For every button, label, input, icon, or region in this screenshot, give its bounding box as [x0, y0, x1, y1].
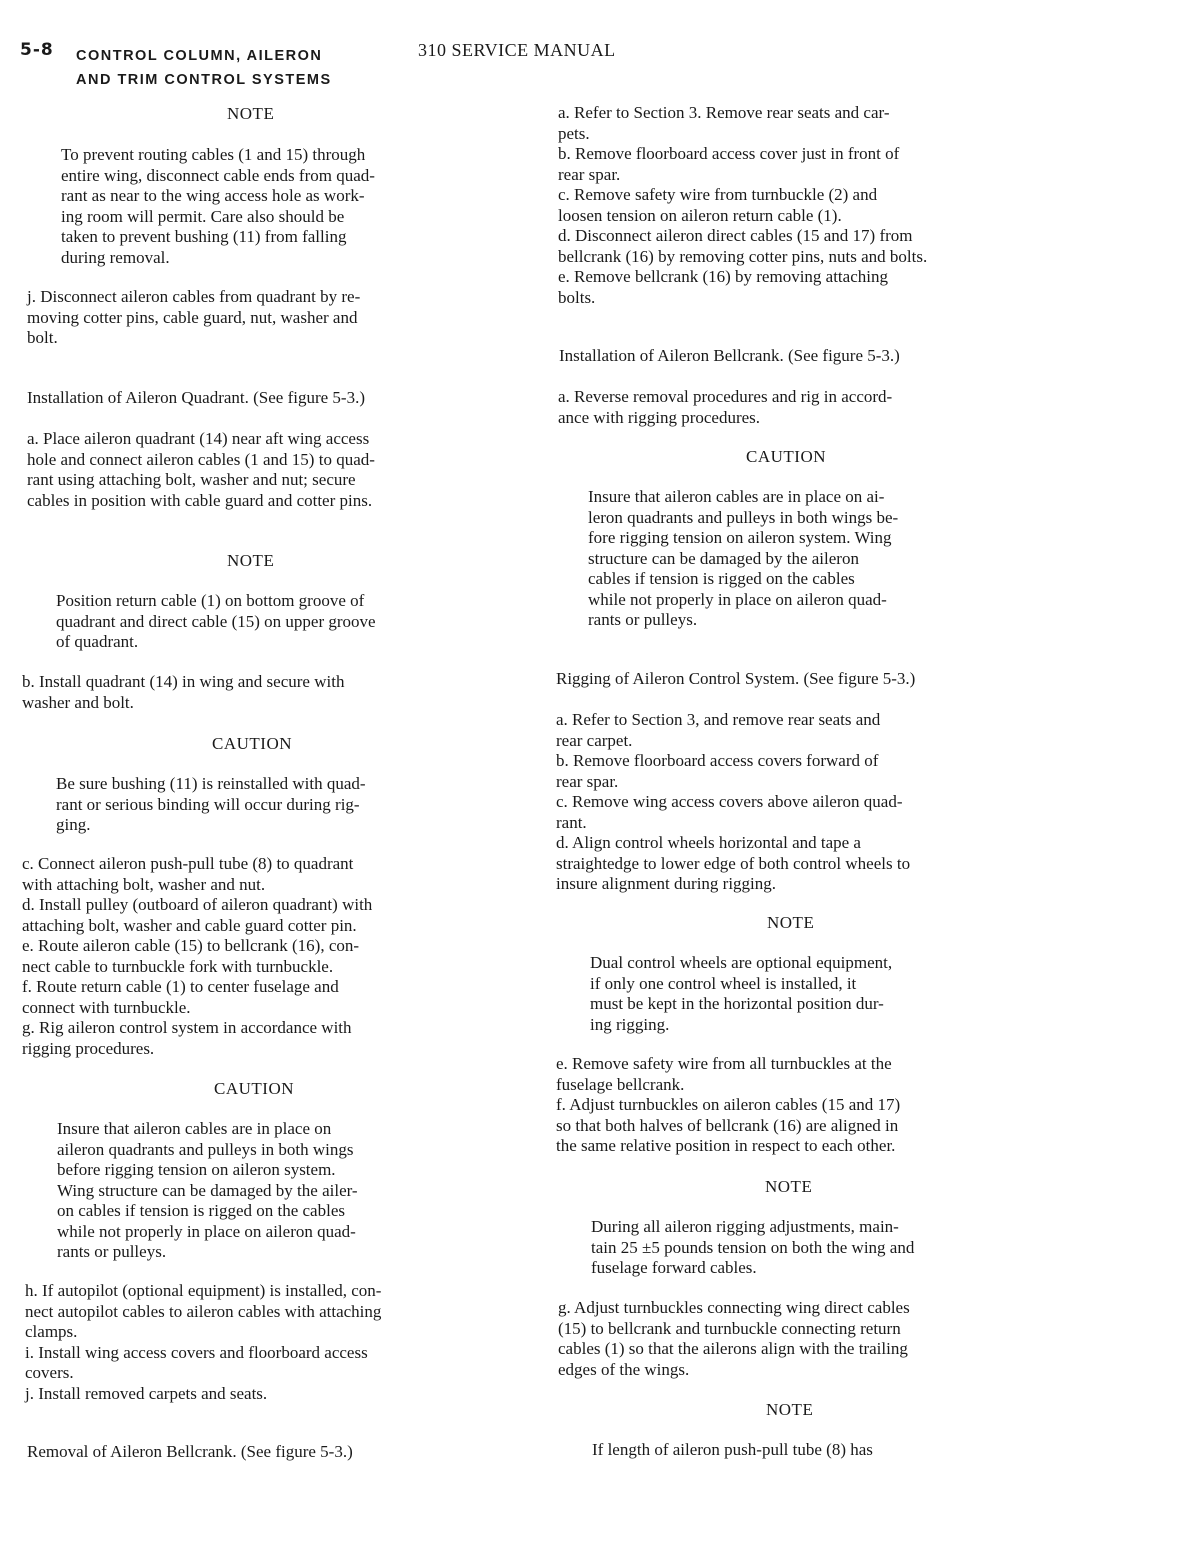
- text-line: fuselage bellcrank.: [556, 1074, 685, 1094]
- text-line: straightedge to lower edge of both control wheels to: [556, 853, 911, 873]
- text-line: rigging procedures.: [22, 1038, 155, 1058]
- procedure-step: [27, 429, 375, 511]
- text-line: ing rigging.: [590, 1014, 670, 1034]
- section-heading: Rigging of Aileron Control System. (See figure 5-3.): [556, 669, 916, 688]
- text-line: so that both halves of bellcrank (16) are aligned in: [556, 1115, 899, 1135]
- text-line: structure can be damaged by the aileron: [588, 548, 859, 568]
- text-line: j. Install removed carpets and seats.: [25, 1383, 268, 1403]
- text-line: connect with turnbuckle.: [22, 997, 191, 1017]
- text-line: entire wing, disconnect cable ends from quad-: [61, 165, 375, 185]
- manual-title: 310 SERVICE MANUAL: [418, 40, 616, 60]
- text-line: bolt.: [27, 328, 58, 347]
- text-line: h. If autopilot (optional equipment) is installed, con-: [25, 1281, 382, 1300]
- text-line: while not properly in place on aileron quad-: [57, 1221, 356, 1241]
- text-line: If length of aileron push-pull tube (8) has: [592, 1440, 873, 1459]
- text-line: nect autopilot cables to aileron cables with attaching: [25, 1301, 382, 1321]
- text-line: insure alignment during rigging.: [556, 874, 777, 893]
- text-line: cables if tension is rigged on the cables: [588, 569, 855, 588]
- text-line: c. Remove safety wire from turnbuckle (2) and: [558, 185, 878, 204]
- procedure-steps: [556, 710, 910, 895]
- text-line: rear spar.: [556, 771, 619, 791]
- procedure-step: [558, 387, 892, 428]
- text-line: rant.: [556, 812, 587, 832]
- text-line: on cables if tension is rigged on the cables: [57, 1201, 345, 1220]
- text-line: rants or pulleys.: [588, 610, 698, 629]
- note-heading: NOTE: [227, 104, 275, 123]
- text-line: a. Refer to Section 3, and remove rear seats and: [556, 710, 881, 729]
- section-heading: Installation of Aileron Bellcrank. (See figure 5-3.): [559, 346, 900, 365]
- text-line: e. Route aileron cable (15) to bellcrank (16), con-: [22, 936, 360, 955]
- text-line: nect cable to turnbuckle fork with turnbuckle.: [22, 956, 334, 976]
- caution-text: [57, 1119, 358, 1263]
- text-line: ging.: [56, 815, 91, 834]
- section-heading: Removal of Aileron Bellcrank. (See figure 5-3.): [27, 1442, 353, 1461]
- note-text: [590, 953, 892, 1035]
- text-line: f. Route return cable (1) to center fuselage and: [22, 977, 339, 996]
- section-heading: Installation of Aileron Quadrant. (See figure 5-3.): [27, 388, 366, 407]
- caution-text: [56, 774, 366, 836]
- text-line: ance with rigging procedures.: [558, 407, 761, 427]
- text-line: rear spar.: [558, 164, 621, 184]
- text-line: d. Install pulley (outboard of aileron quadrant) with: [22, 895, 373, 914]
- text-line: cables (1) so that the ailerons align with the trailing: [558, 1339, 908, 1358]
- text-line: before rigging tension on aileron system.: [57, 1160, 336, 1179]
- text-line: with attaching bolt, washer and nut.: [22, 874, 266, 894]
- text-line: c. Remove wing access covers above aileron quad-: [556, 792, 903, 811]
- text-line: b. Install quadrant (14) in wing and secure with: [22, 672, 345, 691]
- procedure-step: [558, 1298, 910, 1380]
- text-line: of quadrant.: [56, 632, 139, 651]
- procedure-steps: [556, 1054, 900, 1157]
- section-title-line-1: CONTROL COLUMN, AILERON: [76, 48, 323, 64]
- text-line: (15) to bellcrank and turnbuckle connecting return: [558, 1318, 901, 1338]
- note-text: [56, 591, 376, 653]
- text-line: the same relative position in respect to each other.: [556, 1136, 896, 1155]
- text-line: b. Remove floorboard access cover just in front of: [558, 144, 900, 163]
- text-line: fore rigging tension on aileron system. Wing: [588, 528, 892, 547]
- text-line: aileron quadrants and pulleys in both wings: [57, 1139, 354, 1159]
- text-line: To prevent routing cables (1 and 15) through: [61, 145, 366, 164]
- procedure-steps: [25, 1281, 381, 1404]
- text-line: Wing structure can be damaged by the ailer-: [57, 1180, 358, 1200]
- note-heading: NOTE: [227, 551, 275, 570]
- text-line: edges of the wings.: [558, 1359, 690, 1379]
- note-heading: NOTE: [766, 1400, 814, 1419]
- text-line: ing room will permit. Care also should be: [61, 206, 345, 226]
- text-line: attaching bolt, washer and cable guard cotter pin.: [22, 915, 357, 935]
- caution-text: [588, 487, 898, 631]
- text-line: e. Remove bellcrank (16) by removing attaching: [558, 267, 888, 286]
- text-line: loosen tension on aileron return cable (1).: [558, 205, 842, 225]
- text-line: Position return cable (1) on bottom groove of: [56, 591, 365, 610]
- text-line: a. Refer to Section 3. Remove rear seats and car-: [558, 103, 890, 122]
- text-line: while not properly in place on aileron quad-: [588, 589, 887, 609]
- text-line: Insure that aileron cables are in place on ai-: [588, 487, 885, 506]
- text-line: cables in position with cable guard and cotter pins.: [27, 490, 373, 510]
- text-line: rant or serious binding will occur during rig-: [56, 794, 360, 814]
- text-line: a. Reverse removal procedures and rig in accord-: [558, 387, 893, 406]
- text-line: rant as near to the wing access hole as work-: [61, 186, 365, 205]
- text-line: during removal.: [61, 247, 170, 267]
- text-line: Insure that aileron cables are in place on: [57, 1119, 332, 1138]
- text-line: pets.: [558, 123, 590, 143]
- text-line: covers.: [25, 1363, 74, 1382]
- text-line: moving cotter pins, cable guard, nut, washer and: [27, 307, 358, 327]
- text-line: tain 25 ±5 pounds tension on both the wing and: [591, 1237, 915, 1257]
- section-title: [76, 44, 332, 92]
- note-heading: NOTE: [767, 913, 815, 932]
- text-line: i. Install wing access covers and floorboard access: [25, 1342, 368, 1362]
- note-heading: NOTE: [765, 1177, 813, 1196]
- text-line: clamps.: [25, 1322, 78, 1341]
- caution-heading: CAUTION: [746, 447, 826, 466]
- procedure-step: [22, 672, 344, 713]
- page-number: 5-8: [20, 40, 54, 60]
- procedure-steps: [558, 103, 927, 308]
- text-line: fuselage forward cables.: [591, 1258, 757, 1277]
- text-line: rear carpet.: [556, 730, 633, 750]
- text-line: e. Remove safety wire from all turnbuckles at the: [556, 1054, 892, 1073]
- text-line: rant using attaching bolt, washer and nut; secure: [27, 470, 356, 489]
- caution-heading: CAUTION: [214, 1079, 294, 1098]
- procedure-steps: [22, 854, 372, 1059]
- text-line: bellcrank (16) by removing cotter pins, nuts and bolts.: [558, 246, 928, 266]
- text-line: b. Remove floorboard access covers forward of: [556, 751, 879, 770]
- text-line: Dual control wheels are optional equipment,: [590, 953, 893, 972]
- note-text: [61, 145, 375, 268]
- text-line: c. Connect aileron push-pull tube (8) to quadrant: [22, 854, 354, 873]
- note-text: [591, 1217, 914, 1279]
- text-line: washer and bolt.: [22, 692, 134, 712]
- text-line: quadrant and direct cable (15) on upper groove: [56, 611, 376, 631]
- text-line: d. Disconnect aileron direct cables (15 and 17) from: [558, 226, 913, 245]
- section-title-line-2: AND TRIM CONTROL SYSTEMS: [76, 72, 332, 88]
- text-line: a. Place aileron quadrant (14) near aft wing access: [27, 429, 370, 448]
- text-line: j. Disconnect aileron cables from quadrant by re-: [27, 287, 361, 306]
- text-line: if only one control wheel is installed, it: [590, 973, 857, 993]
- text-line: taken to prevent bushing (11) from falling: [61, 227, 347, 246]
- text-line: rants or pulleys.: [57, 1242, 167, 1261]
- text-line: bolts.: [558, 287, 596, 307]
- text-line: g. Rig aileron control system in accordance with: [22, 1018, 352, 1037]
- text-line: g. Adjust turnbuckles connecting wing direct cables: [558, 1298, 910, 1317]
- text-line: hole and connect aileron cables (1 and 15) to quad-: [27, 449, 375, 469]
- caution-heading: CAUTION: [212, 734, 292, 753]
- procedure-step: [27, 287, 360, 349]
- text-line: d. Align control wheels horizontal and tape a: [556, 833, 861, 852]
- note-text: [592, 1440, 873, 1461]
- text-line: f. Adjust turnbuckles on aileron cables (15 and 17): [556, 1095, 901, 1114]
- text-line: leron quadrants and pulleys in both wings be-: [588, 507, 899, 527]
- text-line: must be kept in the horizontal position dur-: [590, 994, 884, 1013]
- text-line: During all aileron rigging adjustments, main-: [591, 1217, 899, 1236]
- text-line: Be sure bushing (11) is reinstalled with quad-: [56, 774, 366, 793]
